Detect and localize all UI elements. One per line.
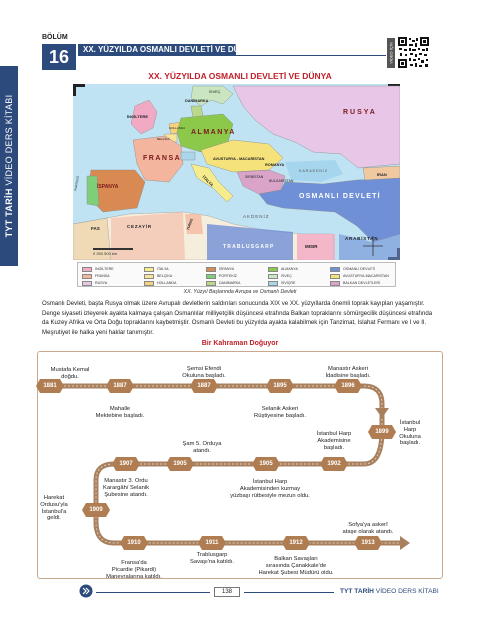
legend-item (206, 280, 240, 286)
year-marker: 1910 (127, 540, 141, 546)
label-osmanli: OSMANLI DEVLETİ (299, 193, 381, 200)
label-avusturya: AVUSTURYA - MACARİSTAN (213, 157, 265, 161)
event-line: Karargâh/ Selanik (102, 484, 150, 491)
map-scale: 0 250 500 km (93, 251, 118, 256)
year-marker: 1902 (327, 461, 341, 467)
side-brand: TYT TARİH (4, 188, 14, 238)
label-ingiltere: İNGİLTERE (127, 114, 149, 119)
label-portekiz: PORTEKİZ (73, 175, 80, 192)
label-fransa: FRANSA (143, 155, 182, 162)
legend-label: BALKAN DEVLETLERİ (343, 281, 381, 285)
legend-label: HOLLANDA (157, 281, 177, 285)
timeline-event (258, 556, 333, 576)
event-line: Mahalle (109, 406, 131, 412)
timeline-event (96, 406, 145, 420)
timeline-title: Bir Kahraman Doğuyor (201, 340, 279, 347)
legend-item (144, 280, 176, 286)
event-line: İstanbul Harp (252, 479, 288, 485)
label-danimarka: DANİMARKA (185, 99, 209, 103)
event-line: Okuluna (399, 433, 421, 440)
event-line: geldi. (47, 515, 61, 522)
event-line: Balkan Savaşları (274, 556, 318, 562)
year-marker: 1881 (43, 383, 57, 389)
label-romanya: ROMANYA (265, 163, 285, 167)
event-line: Rüştiyesine başladı. (254, 412, 306, 419)
chapter-label: BÖLÜM (42, 34, 68, 41)
label-cezayir: CEZAYİR (127, 224, 152, 229)
label-arabistan: ARABİSTAN (345, 236, 379, 241)
event-line: Harekat (43, 495, 65, 501)
qr-code-icon[interactable] (397, 36, 430, 69)
legend-swatch (144, 267, 154, 272)
event-line: atandı. (193, 447, 211, 454)
event-line: Selanik Askeri (261, 406, 299, 412)
label-rusya: RUSYA (343, 109, 377, 116)
label-italya: İTALYA (201, 174, 215, 188)
legend-label: RUSYA (95, 281, 108, 285)
legend-label: DANİMARKA (219, 281, 241, 285)
legend-label: AVUSTURYA-MACARİSTAN (343, 274, 389, 278)
footer-rest: VİDEO DERS KİTABI (375, 588, 439, 595)
timeline-frame (37, 351, 443, 579)
legend-swatch (144, 281, 154, 286)
event-line: Trablusgarp (196, 552, 228, 558)
year-marker: 1907 (119, 461, 133, 467)
event-line: Sofya'ya askerî (348, 522, 388, 528)
year-marker: 1895 (273, 383, 287, 389)
legend-item (330, 273, 389, 279)
footer-rule-left (96, 592, 210, 593)
legend-swatch (206, 281, 216, 286)
label-almanya: ALMANYA (191, 129, 236, 136)
event-line: Şam 5. Orduya (182, 441, 222, 447)
event-line: Mustafa Kemal (50, 367, 90, 373)
event-line: İstanbul'a (41, 508, 67, 515)
event-line: Fransa'da (121, 560, 147, 566)
legend-swatch (268, 274, 278, 279)
event-line: sırasında Çanakkale'de (265, 562, 327, 569)
legend-label: BELÇİKA (157, 274, 173, 278)
event-line: yüzbaşı rütbesiyle mezun oldu. (230, 492, 310, 499)
event-line: Manevralarına katıldı. (106, 573, 162, 580)
year-marker: 1909 (89, 507, 103, 513)
legend-item (144, 266, 169, 272)
label-iran: İRAN (377, 172, 387, 177)
timeline-event (399, 420, 421, 447)
event-line: Manastır 3. Ordu (104, 478, 148, 484)
event-line: Manastır Askeri (328, 366, 368, 372)
timeline-event (254, 406, 306, 420)
legend-item (268, 266, 298, 272)
timeline-event (183, 441, 222, 455)
chapter-rule (236, 55, 386, 56)
label-belcika: BELÇİKA (157, 137, 170, 141)
legend-item (82, 280, 107, 286)
legend-label: İNGİLTERE (95, 267, 114, 271)
legend-swatch (206, 267, 216, 272)
label-fas: FAS (91, 226, 100, 231)
footer-book-title (340, 588, 439, 595)
legend-item (82, 273, 110, 279)
legend-swatch (268, 281, 278, 286)
legend-label: PORTEKİZ (219, 274, 237, 278)
legend-item (268, 280, 295, 286)
event-line: Ordusu'yla (40, 501, 68, 508)
legend-swatch (330, 274, 340, 279)
legend-item (144, 273, 172, 279)
footer-rule-right (244, 592, 334, 593)
event-line: Harp (403, 426, 417, 433)
legend-swatch (268, 267, 278, 272)
event-line: Akademisinden kurmay (239, 485, 301, 492)
event-line: Mektebine başladı. (95, 412, 145, 419)
legend-label: ALMANYA (281, 267, 298, 271)
event-line: başladı. (399, 440, 421, 447)
timeline-event (190, 552, 234, 566)
timeline-event (325, 366, 370, 380)
year-marker: 1905 (259, 461, 273, 467)
legend-swatch (144, 274, 154, 279)
map-caption: XX. Yüzyıl Başlarında Avrupa ve Osmanlı Devleti (183, 289, 297, 295)
legend-label: İSVİÇRE (281, 281, 296, 285)
publisher-logo-icon (79, 584, 93, 598)
map-title: XX. YÜZYILDA OSMANLI DEVLETİ VE DÜNYA (148, 71, 332, 81)
label-bulgaristan: BULGARİSTAN (269, 179, 294, 183)
event-line: Akademisine (317, 437, 351, 444)
legend-label: İSVEÇ (281, 274, 292, 278)
event-line: İstanbul Harp (316, 431, 352, 437)
label-misir: MISIR (305, 244, 318, 249)
legend-label: İSPANYA (219, 267, 235, 271)
qr-tag (387, 38, 395, 68)
year-marker: 1912 (289, 540, 303, 546)
event-line: Harekat Şubesi Müdürü oldu. (258, 569, 334, 576)
year-marker: 1905 (173, 461, 187, 467)
timeline-event (51, 367, 90, 381)
legend-item (82, 266, 114, 272)
chapter-number: 16 (42, 44, 76, 70)
year-marker: 1899 (375, 429, 389, 435)
timeline-event (40, 495, 68, 522)
event-line: Şemsi Efendi (186, 366, 222, 372)
year-marker: 1887 (197, 383, 211, 389)
label-isvec: İSVEÇ (209, 90, 221, 94)
historical-map (73, 84, 400, 260)
legend-swatch (82, 267, 92, 272)
year-marker: 1896 (341, 383, 355, 389)
timeline-event (182, 366, 226, 380)
legend-label: OSMANLI DEVLETİ (343, 267, 376, 271)
legend-item (206, 273, 237, 279)
timeline-event (106, 560, 162, 580)
label-akdeniz: AKDENİZ (243, 214, 270, 219)
label-karadeniz: KARADENİZ (299, 169, 328, 173)
label-sirbistan: SIRBİSTAN (245, 175, 264, 179)
legend-label: İTALYA (157, 267, 169, 271)
timeline-event (317, 431, 351, 451)
event-line: Picardie (Pikardi) (111, 566, 157, 573)
label-ispanya: İSPANYA (97, 184, 119, 190)
legend-item (330, 280, 380, 286)
event-line: ataşe olarak atandı. (342, 528, 394, 535)
legend-swatch (330, 267, 340, 272)
year-marker: 1913 (361, 540, 375, 546)
event-line: İstanbul (399, 420, 421, 426)
legend-swatch (82, 274, 92, 279)
event-line: başladı. (323, 444, 345, 451)
qr-tag-text: VİDEO İÇİN (388, 42, 394, 64)
side-book-title (4, 95, 14, 238)
year-marker: 1911 (205, 540, 219, 546)
event-line: doğdu. (61, 373, 79, 380)
legend-swatch (82, 281, 92, 286)
year-marker: 1887 (113, 383, 127, 389)
footer-brand: TYT TARİH (340, 588, 374, 595)
event-line: Okuluna başladı. (182, 372, 226, 379)
chapter-title: XX. YÜZYILDA OSMANLI DEVLETİ VE DÜNYA (78, 44, 236, 56)
page-number: 138 (214, 587, 240, 597)
label-trablusgarp: TRABLUSGARP (223, 244, 275, 250)
legend-label: FRANSA (95, 274, 110, 278)
event-line: Savaşı'na katıldı. (190, 558, 234, 565)
timeline-event (343, 522, 394, 536)
chapter-badge (42, 34, 76, 70)
event-line: İdadisine başladı. (325, 372, 371, 379)
timeline-event (230, 479, 310, 499)
side-rest: VİDEO DERS KİTABI (4, 94, 14, 186)
label-tunus: TUNUS (186, 217, 194, 231)
legend-swatch (330, 281, 340, 286)
timeline-event (103, 478, 149, 498)
legend-swatch (206, 274, 216, 279)
map-legend (77, 262, 396, 287)
label-hollanda: HOLLANDA (169, 126, 186, 130)
legend-item (206, 266, 234, 272)
body-paragraph: Osmanlı Devleti, başta Rusya olmak üzere Avrupalı devletlerin saldırıları sonucunda XIX ve XX. yüzyıllarda önemli toprak kayıpları yaşamıştır. Denge siyaseti izleyerek ayakta kalmaya çalışan Osmanlılar milliyetçilik düşüncesi etrafında Balkan topraklarını sömürgecilik düşüncesi etrafında da Kuzey Afrika ve Orta Doğu topraklarını kaybetmiştir. Osmanlı Devleti bu yüzyılda ayakta kalabilmek için Tanzimat, Islahat Fermanı ve I ve II. Meşrutiyet ile halka yeni haklar tanımıştır. (42, 300, 433, 337)
event-line: Şubesine atandı. (104, 491, 148, 498)
legend-item (330, 266, 375, 272)
legend-item (268, 273, 292, 279)
